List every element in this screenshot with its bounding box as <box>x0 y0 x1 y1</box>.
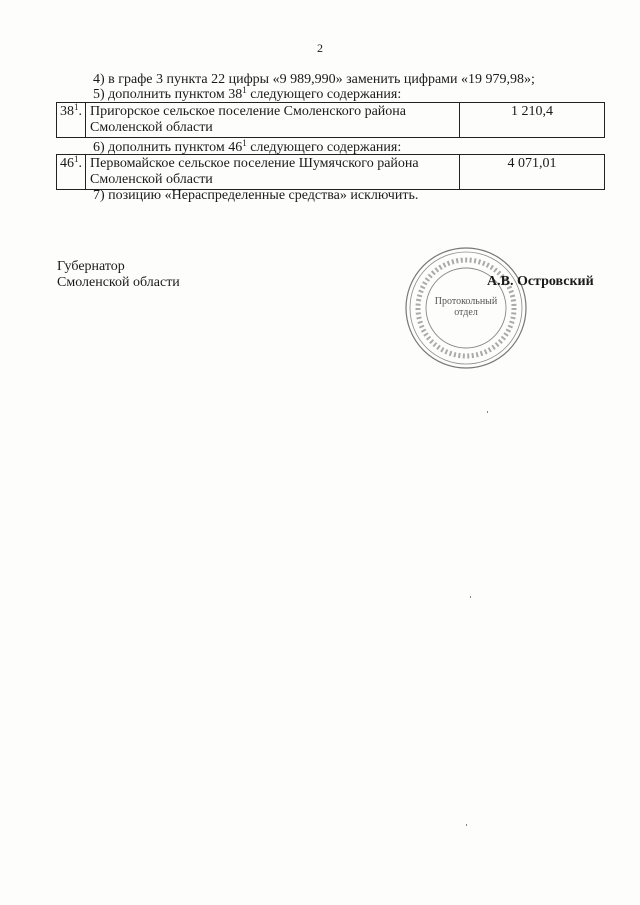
signer-name: А.В. Островский <box>487 274 594 289</box>
row-value: 1 210,4 <box>460 103 605 138</box>
official-stamp <box>404 246 528 370</box>
amendment-item-5 <box>93 87 401 103</box>
amendment-item-6-text: 6) дополнить пунктом 46 <box>93 140 243 155</box>
superscript: 1 <box>242 138 247 148</box>
stamp-text <box>404 296 528 318</box>
row-name-line2: Смоленской области <box>90 172 213 187</box>
row-name <box>86 155 460 190</box>
superscript: 1 <box>74 154 79 164</box>
row-number-text: 38 <box>60 104 74 119</box>
stamp-line1: Протокольный <box>434 296 498 307</box>
amendment-item-5-suffix: следующего содержания: <box>246 87 402 102</box>
row-name-line1: Первомайское сельское поселение Шумячского района <box>90 156 419 171</box>
row-name <box>86 103 460 138</box>
row-number <box>57 103 86 138</box>
scan-speck <box>466 824 467 826</box>
row-name-line1: Пригорское сельское поселение Смоленского района <box>90 104 406 119</box>
amendment-item-7: 7) позицию «Нераспределенные средства» исключить. <box>93 188 419 203</box>
table-row-46 <box>56 154 605 190</box>
row-number-dot: . <box>78 156 82 171</box>
scan-speck <box>487 411 488 413</box>
row-number <box>57 155 86 190</box>
row-number-dot: . <box>78 104 82 119</box>
scan-speck <box>470 596 471 598</box>
signer-title <box>57 259 180 291</box>
row-name-line2: Смоленской области <box>90 120 213 135</box>
superscript: 1 <box>74 102 79 112</box>
amendment-item-4: 4) в графе 3 пункта 22 цифры «9 989,990» заменить цифрами «19 979,98»; <box>93 72 535 87</box>
amendment-item-6-suffix: следующего содержания: <box>246 140 402 155</box>
superscript: 1 <box>242 85 247 95</box>
row-value: 4 071,01 <box>460 155 605 190</box>
signer-title-line2: Смоленской области <box>57 275 180 290</box>
signer-title-line1: Губернатор <box>57 259 125 274</box>
page-number: 2 <box>317 41 323 55</box>
row-number-text: 46 <box>60 156 74 171</box>
table-row-38 <box>56 102 605 138</box>
amendment-item-5-text: 5) дополнить пунктом 38 <box>93 87 243 102</box>
stamp-line2: отдел <box>454 307 478 318</box>
